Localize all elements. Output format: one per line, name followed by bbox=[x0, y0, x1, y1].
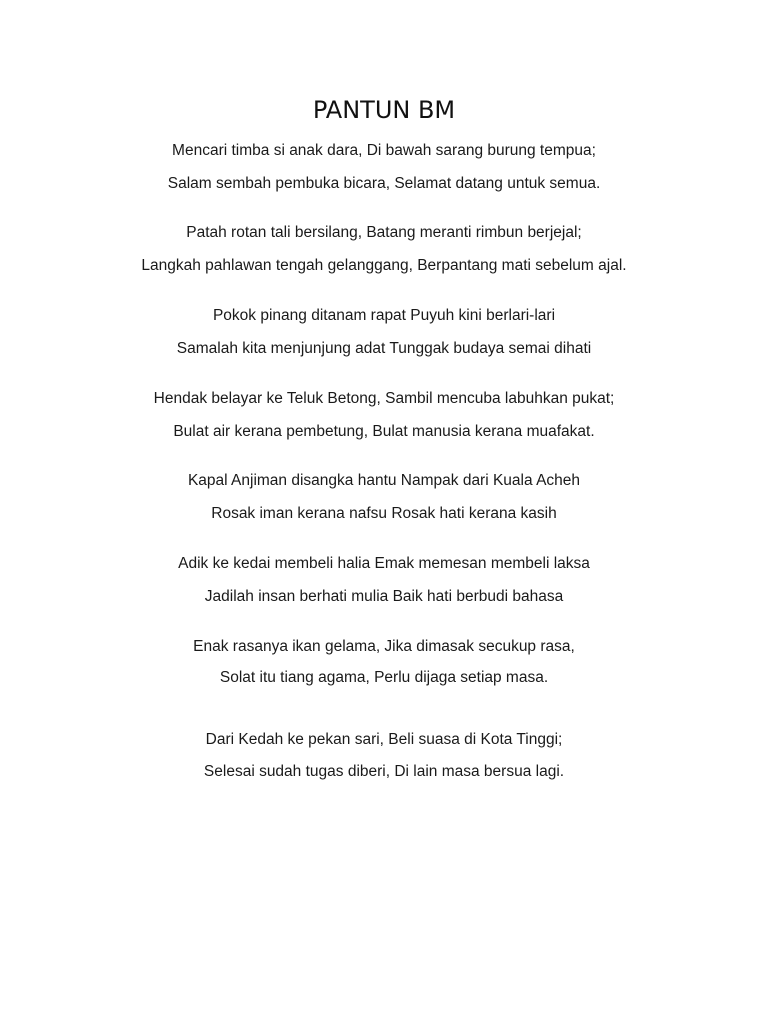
page-title: PANTUN BM bbox=[312, 96, 456, 124]
stanza-2-line-2: Langkah pahlawan tengah gelanggang, Berpantang mati sebelum ajal. bbox=[141, 257, 627, 274]
stanza-6-line-2: Jadilah insan berhati mulia Baik hati berbudi bahasa bbox=[204, 588, 564, 605]
stanza-7-line-1: Enak rasanya ikan gelama, Jika dimasak secukup rasa, bbox=[193, 638, 575, 655]
stanza-3-line-2: Samalah kita menjunjung adat Tunggak budaya semai dihati bbox=[176, 340, 592, 357]
stanza-7-line-2: Solat itu tiang agama, Perlu dijaga setiap masa. bbox=[219, 669, 549, 686]
stanza-5-line-1: Kapal Anjiman disangka hantu Nampak dari Kuala Acheh bbox=[187, 472, 581, 489]
stanza-4-line-2: Bulat air kerana pembetung, Bulat manusia kerana muafakat. bbox=[173, 423, 595, 440]
stanza-5-line-2: Rosak iman kerana nafsu Rosak hati kerana kasih bbox=[211, 505, 557, 522]
stanza-4-line-1: Hendak belayar ke Teluk Betong, Sambil mencuba labuhkan pukat; bbox=[153, 390, 615, 407]
stanza-3-line-1: Pokok pinang ditanam rapat Puyuh kini berlari-lari bbox=[212, 307, 556, 324]
stanza-1-line-1: Mencari timba si anak dara, Di bawah sarang burung tempua; bbox=[172, 142, 596, 159]
stanza-1-line-2: Salam sembah pembuka bicara, Selamat datang untuk semua. bbox=[167, 175, 601, 192]
stanza-6-line-1: Adik ke kedai membeli halia Emak memesan membeli laksa bbox=[178, 555, 590, 572]
stanza-8-line-2: Selesai sudah tugas diberi, Di lain masa bersua lagi. bbox=[203, 763, 565, 780]
stanza-8-line-1: Dari Kedah ke pekan sari, Beli suasa di Kota Tinggi; bbox=[205, 731, 563, 748]
stanza-2-line-1: Patah rotan tali bersilang, Batang meranti rimbun berjejal; bbox=[186, 224, 582, 241]
